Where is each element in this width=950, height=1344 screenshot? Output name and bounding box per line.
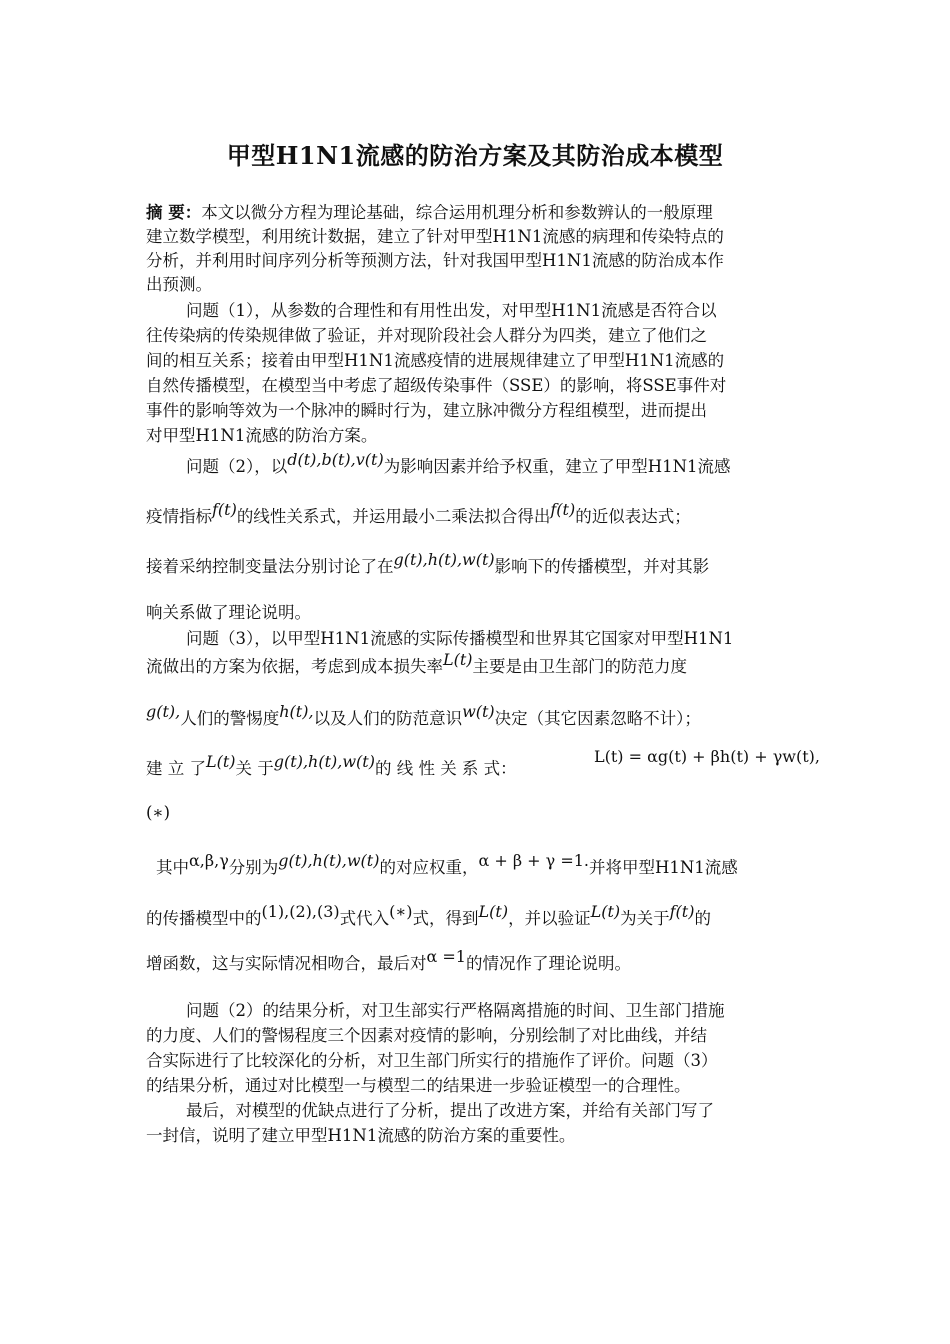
abstract-line-3: 分析，并利用时间序列分析等预测方法，针对我国甲型H1N1流感的防治成本作 [146, 251, 724, 270]
q1-line-1: 问题（1），从参数的合理性和有用性出发，对甲型H1N1流感是否符合以 [186, 301, 717, 320]
q3-text: 的 线 性 关 系 式： [374, 759, 517, 778]
q1-line-4: 自然传播模型，在模型当中考虑了超级传染事件（SSE）的影响，将SSE事件对 [146, 376, 727, 395]
q3-line-5 [156, 851, 738, 879]
q3-text: 并将甲型H1N1流感 [588, 858, 738, 877]
math-expression: α =1 [426, 947, 466, 966]
q3-text: 以及人们的防范意识 [313, 709, 463, 728]
q3-text: 式代入 [339, 909, 390, 928]
math-expression: L(t) [443, 650, 473, 669]
abstract-label: 摘 要： [146, 203, 202, 222]
q3-text: 的对应权重， [379, 858, 479, 877]
q3-line-2 [146, 650, 688, 678]
q3-text: ，并以验证 [508, 909, 591, 928]
abstract-line-4: 出预测。 [146, 275, 212, 294]
math-expression: w(t) [462, 702, 495, 721]
math-expression: g(t),h(t),w(t) [273, 752, 375, 771]
q3-text: 其中 [156, 858, 189, 877]
math-expression: f(t) [550, 500, 576, 519]
q3-line-4 [146, 752, 517, 780]
q3-text: 流做出的方案为依据，考虑到成本损失率 [146, 657, 443, 676]
page-title: 甲型H1N1流感的防治方案及其防治成本模型 [226, 141, 724, 170]
math-expression: L(t) [590, 902, 621, 921]
q2-line-3 [146, 550, 710, 578]
q2-text: 的线性关系式，并运用最小二乘法拟合得出 [236, 507, 551, 526]
equation-label: (∗) [146, 803, 171, 822]
math-expression: L(t) [478, 902, 509, 921]
q2-text: 疫情指标 [146, 507, 212, 526]
cost-formula: L(t) = αg(t) + βh(t) + γw(t), [594, 747, 820, 766]
math-expression: α,β,γ [189, 851, 229, 870]
math-expression: g(t), [146, 702, 181, 721]
q3-text: 的 [694, 909, 711, 928]
math-expression: d(t),b(t),v(t) [287, 450, 384, 469]
math-expression: (1),(2),(3) [261, 902, 340, 921]
q2-line-1 [186, 450, 731, 478]
math-expression: g(t),h(t),w(t) [278, 851, 380, 870]
final-line-2: 一封信，说明了建立甲型H1N1流感的防治方案的重要性。 [146, 1126, 576, 1145]
q3-text: 关 于 [235, 759, 274, 778]
q3-line-7 [146, 947, 631, 975]
abstract-text: 本文以微分方程为理论基础，综合运用机理分析和参数辨认的一般原理 [201, 203, 713, 222]
q1-line-6: 对甲型H1N1流感的防治方案。 [146, 426, 378, 445]
abstract-line-2: 建立数学模型，利用统计数据，建立了针对甲型H1N1流感的病理和传染特点的 [146, 227, 724, 246]
q3-text: 人们的警惕度 [180, 709, 280, 728]
q3-text: 增函数，这与实际情况相吻合，最后对 [146, 954, 427, 973]
results-line-1: 问题（2）的结果分析，对卫生部实行严格隔离措施的时间、卫生部门措施 [186, 1001, 725, 1020]
q3-text: 为关于 [620, 909, 670, 928]
math-expression: α + β + γ =1. [478, 851, 589, 870]
math-expression: L(t) [206, 752, 236, 771]
q1-line-5: 事件的影响等效为一个脉冲的瞬时行为，建立脉冲微分方程组模型，进而提出 [146, 401, 707, 420]
q2-line-2 [146, 500, 691, 528]
math-expression: f(t) [212, 500, 237, 519]
results-line-4: 的结果分析，通过对比模型一与模型二的结果进一步验证模型一的合理性。 [146, 1076, 691, 1095]
results-line-3: 合实际进行了比较深化的分析，对卫生部门所实行的措施作了评价。问题（3） [146, 1051, 718, 1070]
q3-text: 建 立 了 [146, 759, 206, 778]
math-expression: h(t), [279, 702, 314, 721]
q2-text: 影响下的传播模型，并对其影 [494, 557, 710, 576]
final-line-1: 最后，对模型的优缺点进行了分析，提出了改进方案，并给有关部门写了 [186, 1101, 714, 1120]
q3-line-6 [146, 902, 711, 930]
math-expression: (∗) [389, 902, 413, 921]
q3-line-1: 问题（3），以甲型H1N1流感的实际传播模型和世界其它国家对甲型H1N1 [186, 629, 734, 648]
q3-text: 的情况作了理论说明。 [465, 954, 631, 973]
abstract-line-1 [146, 202, 713, 224]
q2-line-4: 响关系做了理论说明。 [146, 603, 311, 622]
q3-text: 式，得到 [412, 909, 479, 928]
math-expression: g(t),h(t),w(t) [393, 550, 495, 569]
results-line-2: 的力度、人们的警惕程度三个因素对疫情的影响，分别绘制了对比曲线，并结 [146, 1026, 707, 1045]
q1-line-3: 间的相互关系；接着由甲型H1N1流感疫情的进展规律建立了甲型H1N1流感的 [146, 351, 725, 370]
q2-text: 的近似表达式； [575, 507, 691, 526]
q2-text: 接着采纳控制变量法分别讨论了在 [146, 557, 394, 576]
q2-text: 问题（2），以 [186, 457, 288, 476]
q1-line-2: 往传染病的传染规律做了验证，并对现阶段社会人群分为四类，建立了他们之 [146, 326, 707, 345]
q3-text: 的传播模型中的 [146, 909, 262, 928]
q3-text: 主要是由卫生部门的防范力度 [472, 657, 688, 676]
q3-text: 决定（其它因素忽略不计）； [494, 709, 701, 728]
q3-text: 分别为 [228, 858, 279, 877]
q3-line-3 [146, 702, 701, 730]
math-expression: f(t) [669, 902, 695, 921]
q2-text: 为影响因素并给予权重，建立了甲型H1N1流感 [383, 457, 731, 476]
